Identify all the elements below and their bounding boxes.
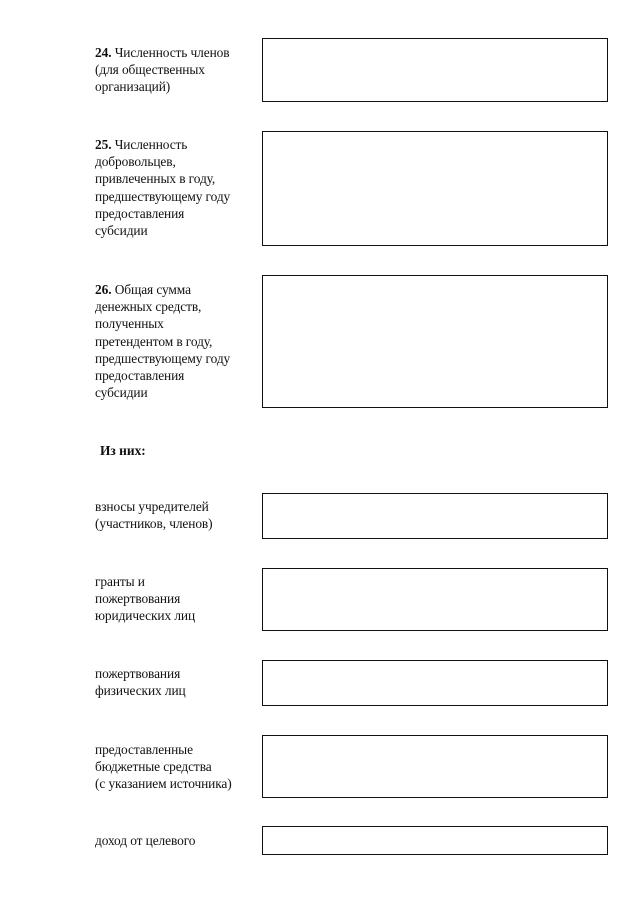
field-25-number: 25. <box>95 137 112 152</box>
field-25-label <box>95 136 260 239</box>
subfield-legal-entity-grants-label: гранты и пожертвования юридических лиц <box>95 574 196 624</box>
subfield-founders-contributions-label: взносы учредителей (участников, членов) <box>95 499 213 532</box>
field-24-number: 24. <box>95 45 112 60</box>
field-26-input[interactable] <box>262 275 608 408</box>
field-24-input[interactable] <box>262 38 608 102</box>
subfield-legal-entity-grants-input[interactable] <box>262 568 608 631</box>
field-24-label <box>95 44 260 96</box>
subfield-targeted-income-input[interactable] <box>262 826 608 855</box>
subfield-individual-donations-label: пожертвования физических лиц <box>95 666 186 699</box>
subfield-targeted-income-label: доход от целевого <box>95 833 196 848</box>
subheading-of-which: Из них: <box>100 443 146 458</box>
subfield-founders-contributions-input[interactable] <box>262 493 608 539</box>
field-24-text: Численность членов (для общественных организаций) <box>95 45 230 95</box>
field-26-text: Общая сумма денежных средств, полученных претендентом в году, предшествующему году предоставления субсидии <box>95 282 231 401</box>
field-25-text: Численность добровольцев, привлеченных в году, предшествующему году предоставления субсидии <box>95 137 231 239</box>
subfield-budget-funds-label: предоставленные бюджетные средства (с указанием источника) <box>95 742 232 792</box>
field-26-label <box>95 281 260 401</box>
field-26-number: 26. <box>95 282 112 297</box>
field-25-input[interactable] <box>262 131 608 246</box>
subfield-individual-donations-input[interactable] <box>262 660 608 706</box>
subfield-budget-funds-input[interactable] <box>262 735 608 798</box>
